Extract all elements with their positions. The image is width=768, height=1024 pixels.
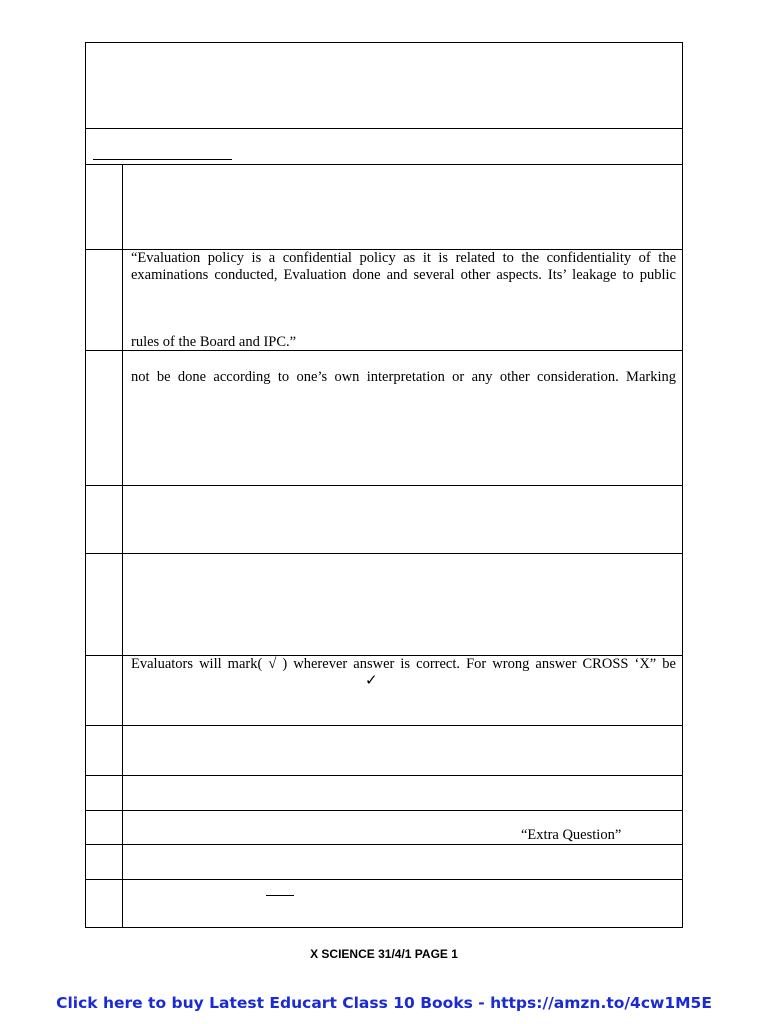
short-dash-line	[266, 895, 294, 896]
table-row	[86, 249, 682, 350]
page-footer: X SCIENCE 31/4/1 PAGE 1	[310, 947, 458, 961]
evaluators-text-line-1: Evaluators will mark( √ ) wherever answer is correct. For wrong answer CROSS ‘X” be	[131, 656, 676, 672]
table-row	[86, 844, 682, 879]
table-row	[86, 775, 682, 810]
serial-cell	[86, 656, 123, 725]
marking-scheme-table	[85, 42, 683, 928]
table-row	[86, 485, 682, 553]
serial-cell	[86, 250, 123, 350]
serial-cell	[86, 811, 123, 844]
table-row	[86, 810, 682, 844]
table-row	[86, 879, 682, 927]
table-header-row	[86, 43, 682, 128]
policy-text-line-1: “Evaluation policy is a confidential policy as it is related to the confidentiality of the	[131, 250, 676, 266]
promo-link[interactable]: Click here to buy Latest Educart Class 10 Books - https://amzn.to/4cw1M5E	[56, 994, 712, 1012]
blank-underline	[93, 159, 232, 160]
table-row	[86, 128, 682, 164]
serial-cell	[86, 165, 123, 249]
serial-cell	[86, 351, 123, 485]
table-row	[86, 655, 682, 725]
serial-cell	[86, 486, 123, 553]
table-row	[86, 164, 682, 249]
table-row	[86, 350, 682, 485]
check-mark-icon: ✓	[365, 673, 378, 689]
marking-text-line-1: not be done according to one’s own interpretation or any other consideration. Marking	[131, 369, 676, 385]
serial-cell	[86, 880, 123, 927]
table-row	[86, 725, 682, 775]
serial-cell	[86, 726, 123, 775]
table-row	[86, 553, 682, 655]
policy-text-line-3: rules of the Board and IPC.”	[131, 334, 297, 350]
policy-text-line-2: examinations conducted, Evaluation done and several other aspects. Its’ leakage to public	[131, 267, 676, 283]
serial-cell	[86, 845, 123, 879]
serial-cell	[86, 554, 123, 655]
extra-question-text: “Extra Question”	[521, 827, 622, 843]
serial-cell	[86, 776, 123, 810]
